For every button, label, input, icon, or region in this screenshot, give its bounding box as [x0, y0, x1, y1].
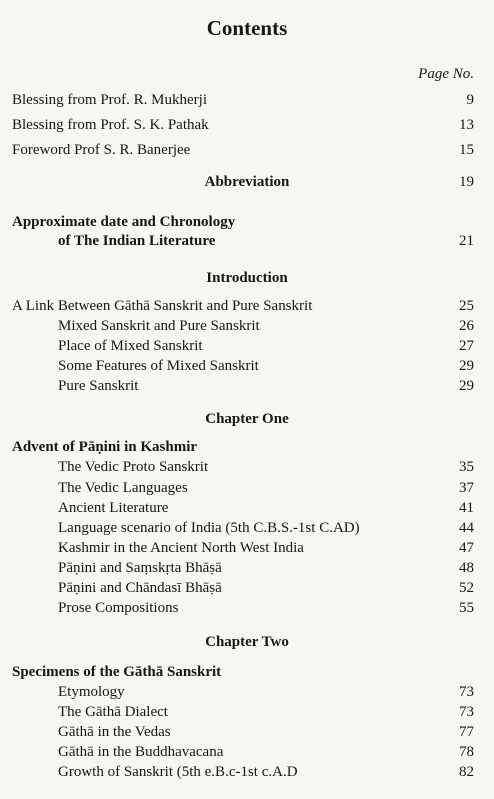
entry-page: 48: [459, 560, 474, 576]
toc-heading: [0, 231, 494, 251]
toc-entry: [0, 316, 494, 336]
toc-entry: [0, 742, 494, 762]
entry-title: Pure Sanskrit: [58, 378, 139, 394]
entry-page: 77: [459, 724, 474, 740]
toc-entry: [0, 762, 494, 782]
entry-page: 55: [459, 600, 474, 616]
entry-title: Prose Compositions: [58, 600, 179, 616]
entry-title: Blessing from Prof. R. Mukherji: [12, 92, 207, 108]
toc-entry: [0, 336, 494, 356]
toc-entry: [0, 558, 494, 578]
page-no-label: Page No.: [418, 66, 474, 82]
toc-entry: [0, 498, 494, 518]
toc-entry: [0, 90, 494, 110]
toc-entry: [0, 682, 494, 702]
toc-entry: [0, 598, 494, 618]
entry-page: 19: [459, 174, 474, 190]
toc-section-heading: [0, 409, 494, 429]
entry-title: Advent of Pāṇini in Kashmir: [12, 439, 198, 455]
entry-page: 29: [459, 378, 474, 394]
entry-title: Kashmir in the Ancient North West India: [58, 540, 304, 556]
toc-heading: [0, 437, 494, 457]
entry-title: Specimens of the Gāthā Sanskrit: [12, 664, 222, 680]
toc-entry: [0, 356, 494, 376]
entry-page: 13: [459, 117, 474, 133]
toc-entry: [0, 140, 494, 160]
toc-entry: [0, 702, 494, 722]
toc-entry: [0, 478, 494, 498]
entry-title: Gāthā in the Buddhavacana: [58, 744, 224, 760]
entry-page: 41: [459, 500, 474, 516]
entry-title: Language scenario of India (5th C.B.S.-1st C.AD): [58, 520, 360, 536]
toc-entry: [0, 722, 494, 742]
entry-title: Introduction: [206, 270, 288, 286]
toc-section-heading: [0, 172, 494, 192]
entry-page: 29: [459, 358, 474, 374]
entry-page: 37: [459, 480, 474, 496]
entry-title: Approximate date and Chronology: [12, 214, 236, 230]
entry-page: 73: [459, 704, 474, 720]
entry-page: 73: [459, 684, 474, 700]
toc-entry: [0, 578, 494, 598]
entry-page: 26: [459, 318, 474, 334]
entry-title: Foreword Prof S. R. Banerjee: [12, 142, 191, 158]
entry-title: Chapter Two: [205, 634, 289, 650]
toc-entry: [0, 115, 494, 135]
page-title: Contents: [206, 16, 288, 40]
entry-page: 47: [459, 540, 474, 556]
entry-page: 27: [459, 338, 474, 354]
entry-title: Some Features of Mixed Sanskrit: [58, 358, 259, 374]
toc-heading: [0, 212, 494, 232]
entry-title: Mixed Sanskrit and Pure Sanskrit: [58, 318, 260, 334]
entry-page: 15: [459, 142, 474, 158]
toc-entry: [0, 518, 494, 538]
entry-page: 35: [459, 459, 474, 475]
toc-section-heading: [0, 632, 494, 652]
entry-page: 82: [459, 764, 474, 780]
toc-heading: [0, 662, 494, 682]
entry-page: 9: [466, 92, 474, 108]
entry-title: Etymology: [58, 684, 125, 700]
toc-entry: [0, 296, 494, 316]
entry-title: Pāṇini and Saṃskṛta Bhāṣā: [58, 560, 222, 576]
entry-title: Growth of Sanskrit (5th e.B.c-1st c.A.D: [58, 764, 298, 780]
entry-title: Chapter One: [205, 411, 289, 427]
entry-title: The Gāthā Dialect: [58, 704, 168, 720]
entry-title: Ancient Literature: [58, 500, 169, 516]
entry-page: 21: [459, 233, 474, 249]
toc-entry: [0, 457, 494, 477]
entry-title: Place of Mixed Sanskrit: [58, 338, 203, 354]
entry-title: Blessing from Prof. S. K. Pathak: [12, 117, 209, 133]
entry-page: 78: [459, 744, 474, 760]
entry-title: Gāthā in the Vedas: [58, 724, 171, 740]
entry-title: Abbreviation: [204, 174, 290, 190]
toc-entry: [0, 538, 494, 558]
entry-title: The Vedic Proto Sanskrit: [58, 459, 209, 475]
entry-page: 52: [459, 580, 474, 596]
toc-section-heading: [0, 268, 494, 288]
entry-page: 25: [459, 298, 474, 314]
entry-title: of The Indian Literature: [58, 233, 216, 249]
entry-page: 44: [459, 520, 474, 536]
toc-entry: [0, 376, 494, 396]
entry-title: Pāṇini and Chāndasī Bhāṣā: [58, 580, 222, 596]
entry-title: A Link Between Gāthā Sanskrit and Pure Sanskrit: [12, 298, 313, 314]
entry-title: The Vedic Languages: [58, 480, 188, 496]
